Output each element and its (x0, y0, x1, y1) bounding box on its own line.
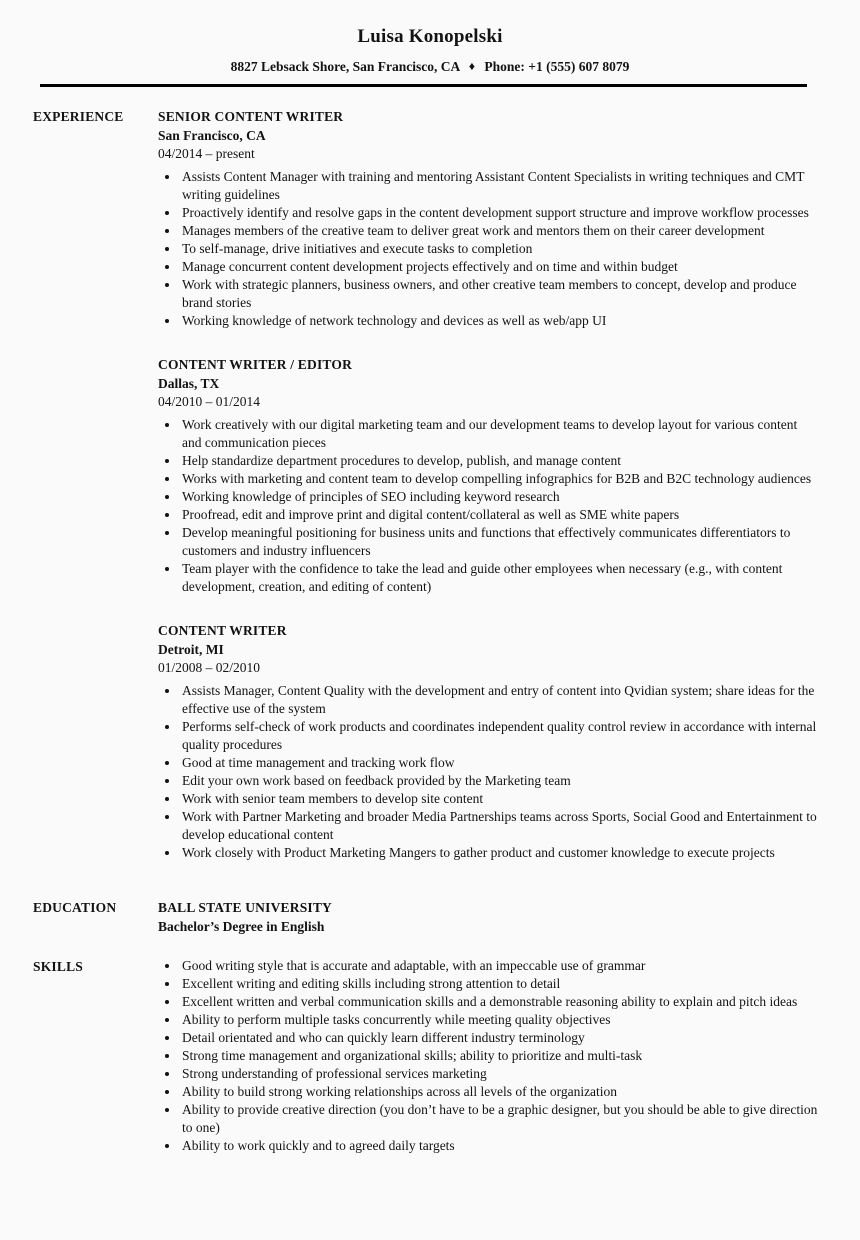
phone-text: Phone: +1 (555) 607 8079 (484, 59, 630, 74)
job-dates: 01/2008 – 02/2010 (158, 660, 261, 675)
bullet-item: • Assists Content Manager with training and mentoring Assistant Content Specialists in writing techniques and CMT writing guidelines (180, 168, 818, 204)
skill-item: • Strong understanding of professional services marketing (180, 1065, 818, 1083)
bullet-item: • Proofread, edit and improve print and digital content/collateral as well as SME white papers (180, 506, 818, 524)
bullet-item: • Work closely with Product Marketing Mangers to gather product and customer knowledge to execute projects (180, 844, 818, 862)
section-education (0, 898, 860, 936)
bullet-item: • Work with strategic planners, business owners, and other creative team members to concept, develop and produce brand stories (180, 276, 818, 312)
experience-jobs (158, 107, 860, 862)
bullet-item: • Proactively identify and resolve gaps in the content development support structure and improve workflow processes (180, 204, 818, 222)
skill-item: • Detail orientated and who can quickly learn different industry terminology (180, 1029, 818, 1047)
skill-item: • Excellent written and verbal communication skills and a demonstrable reasoning ability to explain and pitch ideas (180, 993, 818, 1011)
skills-content (158, 957, 860, 1155)
section-label-experience: EXPERIENCE (33, 109, 124, 124)
section-experience (0, 107, 860, 862)
bullet-item: • Work with Partner Marketing and broader Media Partnerships teams across Sports, Social Good and Entertainment to develop educational content (180, 808, 818, 844)
job-location: Dallas, TX (158, 376, 220, 391)
job-dates: 04/2014 – present (158, 146, 255, 161)
job-location: San Francisco, CA (158, 128, 266, 143)
job-entry (158, 355, 818, 596)
bullet-item: • Work creatively with our digital marketing team and our development teams to develop layout for various content and communication pieces (180, 416, 818, 452)
bullet-item: • To self-manage, drive initiatives and execute tasks to completion (180, 240, 818, 258)
bullet-item: • Assists Manager, Content Quality with the development and entry of content into Qvidian system; share ideas for the effective use of the system (180, 682, 818, 718)
job-bullet-list (158, 416, 818, 596)
diamond-separator-icon: ♦ (468, 59, 476, 73)
resume-header (0, 26, 860, 87)
education-content (158, 898, 860, 936)
bullet-item: • Working knowledge of principles of SEO including keyword research (180, 488, 818, 506)
candidate-name: Luisa Konopelski (357, 26, 503, 47)
bullet-item: • Team player with the confidence to take the lead and guide other employees when necessary (e.g., with content development, creation, and editing of content) (180, 560, 818, 596)
section-skills (0, 957, 860, 1155)
section-label-education: EDUCATION (33, 900, 117, 915)
job-dates: 04/2010 – 01/2014 (158, 394, 261, 409)
bullet-item: • Help standardize department procedures to develop, publish, and manage content (180, 452, 818, 470)
degree-name: Bachelor’s Degree in English (158, 919, 325, 934)
bullet-item: • Develop meaningful positioning for business units and functions that effectively communicates differentiators to customers and industry influencers (180, 524, 818, 560)
job-bullet-list (158, 682, 818, 862)
address-text: 8827 Lebsack Shore, San Francisco, CA (230, 59, 460, 74)
bullet-item: • Work with senior team members to develop site content (180, 790, 818, 808)
skill-item: • Ability to work quickly and to agreed daily targets (180, 1137, 818, 1155)
bullet-item: • Manage concurrent content development projects effectively and on time and within budget (180, 258, 818, 276)
job-entry (158, 621, 818, 862)
skill-item: • Strong time management and organizational skills; ability to prioritize and multi-task (180, 1047, 818, 1065)
bullet-item: • Good at time management and tracking work flow (180, 754, 818, 772)
job-bullet-list (158, 168, 818, 330)
skill-item: • Ability to provide creative direction (you don’t have to be a graphic designer, but you should be able to give direction to one) (180, 1101, 818, 1137)
job-title: CONTENT WRITER (158, 623, 287, 638)
job-entry (158, 107, 818, 330)
job-title: SENIOR CONTENT WRITER (158, 109, 344, 124)
section-label-skills: SKILLS (33, 959, 83, 974)
job-location: Detroit, MI (158, 642, 224, 657)
header-rule (40, 84, 807, 87)
contact-line (0, 59, 860, 75)
school-name: BALL STATE UNIVERSITY (158, 900, 333, 915)
skill-item: • Ability to build strong working relationships across all levels of the organization (180, 1083, 818, 1101)
bullet-item: • Working knowledge of network technology and devices as well as web/app UI (180, 312, 818, 330)
bullet-item: • Works with marketing and content team to develop compelling infographics for B2B and B2C technology audiences (180, 470, 818, 488)
skill-item: • Good writing style that is accurate and adaptable, with an impeccable use of grammar (180, 957, 818, 975)
skill-item: • Ability to perform multiple tasks concurrently while meeting quality objectives (180, 1011, 818, 1029)
job-title: CONTENT WRITER / EDITOR (158, 357, 353, 372)
bullet-item: • Manages members of the creative team to deliver great work and mentors them on their career development (180, 222, 818, 240)
bullet-item: • Edit your own work based on feedback provided by the Marketing team (180, 772, 818, 790)
bullet-item: • Performs self-check of work products and coordinates independent quality control review in accordance with internal quality procedures (180, 718, 818, 754)
skills-list (158, 957, 818, 1155)
skill-item: • Excellent writing and editing skills including strong attention to detail (180, 975, 818, 993)
